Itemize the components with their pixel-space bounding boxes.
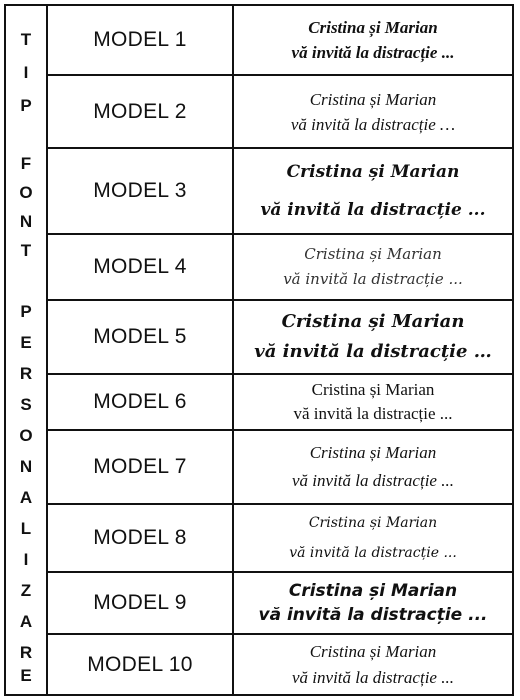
sample-line-names: Cristina și Marian: [304, 245, 442, 263]
model-name: MODEL 4: [48, 235, 234, 299]
model-name: MODEL 9: [48, 573, 234, 633]
side-letter: P: [20, 302, 32, 321]
font-sample: [234, 235, 512, 299]
font-sample: [234, 76, 512, 147]
model-rows: [48, 6, 512, 694]
sample-line-invite: vă invită la distracție …: [290, 114, 456, 134]
sample-line-invite: vă invită la distracție ...: [293, 404, 453, 423]
font-sample: [234, 301, 512, 373]
side-letter: O: [19, 183, 33, 202]
sample-line-invite: vă invită la distracție ...: [292, 471, 454, 490]
model-name: MODEL 5: [48, 301, 234, 373]
model-name: MODEL 2: [48, 76, 234, 147]
font-sample: [234, 573, 512, 633]
side-letter: E: [20, 333, 32, 352]
side-letter: S: [20, 395, 32, 414]
font-sample: [234, 635, 512, 694]
sample-line-names: Cristina și Marian: [309, 443, 437, 462]
model-row: [48, 149, 512, 235]
sample-line-names: Cristina și Marian: [288, 581, 458, 601]
model-name: MODEL 8: [48, 505, 234, 571]
sample-line-invite: vă invită la distracție ...: [292, 667, 454, 687]
model-name: MODEL 10: [48, 635, 234, 694]
font-sample: [234, 149, 512, 233]
side-letter: R: [19, 364, 33, 383]
font-sample: [234, 505, 512, 571]
side-letter: I: [23, 550, 29, 569]
side-letter: T: [20, 241, 32, 260]
sample-line-names: Cristina și Marian: [309, 641, 437, 661]
model-row: [48, 375, 512, 431]
font-sample: [234, 375, 512, 429]
sample-line-invite: vă invită la distracție ...: [258, 605, 488, 625]
sample-line-names: Cristina și Marian: [308, 18, 438, 37]
sample-line-names: Cristina și Marian: [281, 311, 465, 332]
model-row: [48, 6, 512, 76]
sample-line-invite: vă invită la distracție ...: [260, 200, 486, 220]
font-model-table: [4, 4, 514, 696]
model-row: [48, 505, 512, 573]
model-row: [48, 76, 512, 149]
font-sample: [234, 431, 512, 503]
side-letter: N: [19, 457, 33, 476]
model-name: MODEL 7: [48, 431, 234, 503]
side-letter: N: [19, 212, 33, 231]
sample-line-names: Cristina și Marian: [286, 162, 460, 182]
side-letter: E: [20, 666, 32, 685]
sample-line-names: Cristina și Marian: [308, 515, 438, 531]
side-label-tip-font-personalizare: [6, 6, 48, 694]
sample-line-invite: vă invită la distracție ...: [289, 545, 457, 561]
side-letter: Z: [20, 581, 32, 600]
sample-line-names: Cristina și Marian: [309, 89, 437, 109]
font-sample: [234, 6, 512, 74]
model-row: [48, 635, 512, 694]
sample-line-invite: vă invită la distracție ...: [291, 43, 455, 62]
side-letter: A: [19, 612, 33, 631]
side-letter: R: [19, 643, 33, 662]
side-letter: F: [20, 154, 32, 173]
side-letter: A: [19, 488, 33, 507]
side-letter: T: [20, 30, 32, 49]
side-letter: I: [23, 63, 29, 82]
model-row: [48, 235, 512, 301]
sample-line-names: Cristina și Marian: [311, 380, 435, 399]
model-name: MODEL 6: [48, 375, 234, 429]
model-row: [48, 573, 512, 635]
model-row: [48, 431, 512, 505]
model-row: [48, 301, 512, 375]
sample-line-invite: vă invită la distracție ...: [283, 270, 463, 288]
side-letter: O: [19, 426, 33, 445]
side-letter: L: [20, 519, 32, 538]
sample-line-invite: vă invită la distracție …: [254, 341, 492, 362]
model-name: MODEL 3: [48, 149, 234, 233]
side-letter: P: [20, 96, 32, 115]
model-name: MODEL 1: [48, 6, 234, 74]
